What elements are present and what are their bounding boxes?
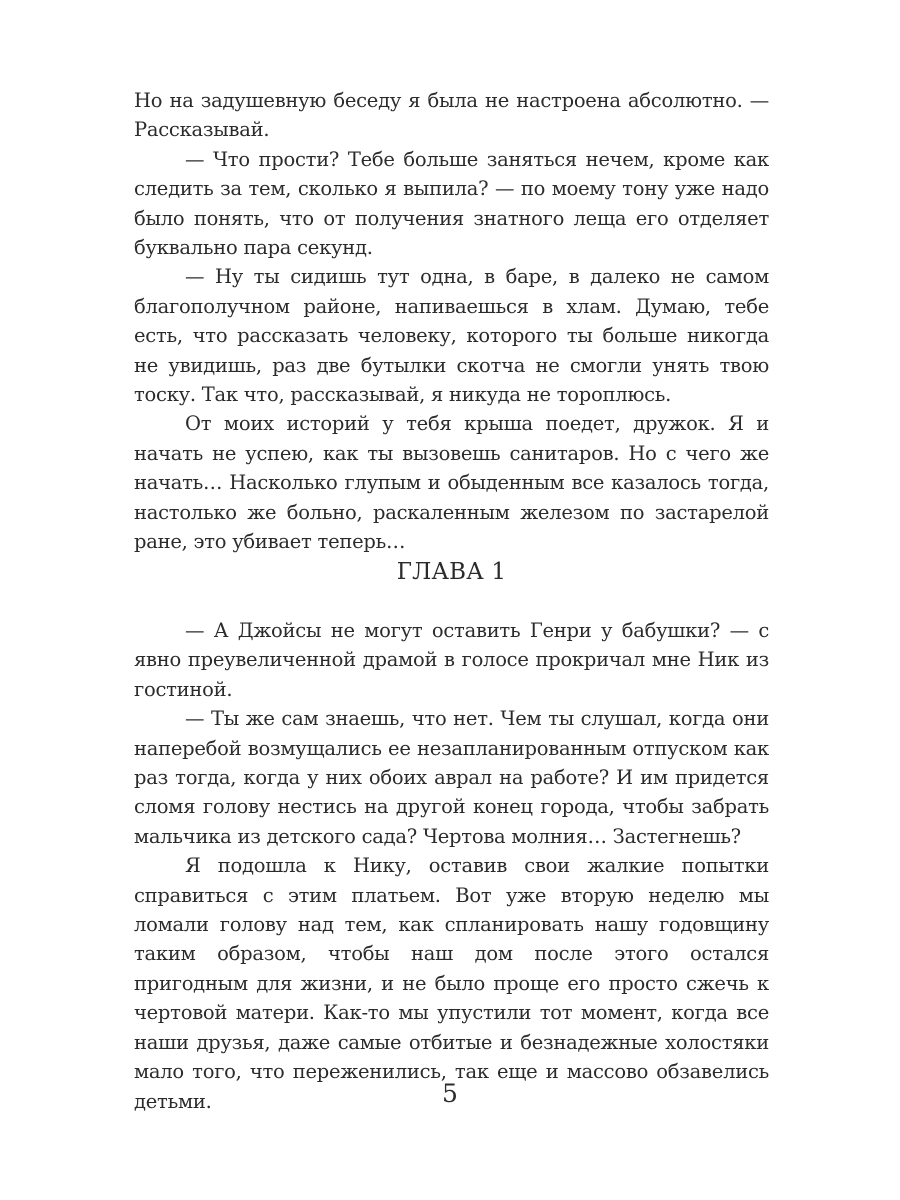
paragraph: — Ты же сам знаешь, что нет. Чем ты слушал, когда они наперебой возмущались ее незапланированным отпуском как раз тогда, когда у них обоих аврал на работе? И им придется сломя голову нестись на другой конец города, чтобы забрать мальчика из детского сада? Чертова молния… Застегнешь? bbox=[134, 707, 769, 848]
text-block-bottom bbox=[134, 616, 769, 1116]
paragraph: От моих историй у тебя крыша поедет, дружок. Я и начать не успею, как ты вызовешь санитаров. Но с чего же начать… Насколько глупым и обыденным все казалось тогда, настолько же больно, раскаленным железом по застарелой ране, это убивает теперь… bbox=[134, 412, 769, 554]
paragraph: Я подошла к Нику, оставив свои жалкие попытки справиться с этим платьем. Вот уже вторую неделю мы ломали голову над тем, как спланировать нашу годовщину таким образом, чтобы наш дом после этого остался пригодным для жизни, и не было проще его просто сжечь к чертовой матери. Как-то мы упустили тот момент, когда все наши друзья, даже самые отбитые и безнадежные холостяки мало того, что переженились, так еще и массово обзавелись детьми. bbox=[134, 854, 769, 1113]
paragraph: — Что прости? Тебе больше заняться нечем, кроме как следить за тем, сколько я выпила? — по моему тону уже надо было понять, что от получения знатного леща его отделяет буквально пара секунд. bbox=[134, 147, 769, 260]
paragraph: Но на задушевную беседу я была не настроена абсолютно. — Рассказывай. bbox=[134, 89, 769, 142]
chapter-title: ГЛАВА 1 bbox=[396, 559, 507, 585]
text-block-top bbox=[134, 86, 769, 557]
paragraph: — Ну ты сидишь тут одна, в баре, в далеко не самом благополучном районе, напиваешься в хлам. Думаю, тебе есть, что рассказать человеку, которого ты больше никогда не увидишь, раз две бутылки скотча не смогли унять твою тоску. Так что, рассказывай, я никуда не тороплюсь. bbox=[134, 265, 769, 407]
page-number: 5 bbox=[442, 1079, 458, 1108]
paragraph: — А Джойсы не могут оставить Генри у бабушки? — с явно преувеличенной драмой в голосе прокричал мне Ник из гостиной. bbox=[134, 619, 769, 701]
